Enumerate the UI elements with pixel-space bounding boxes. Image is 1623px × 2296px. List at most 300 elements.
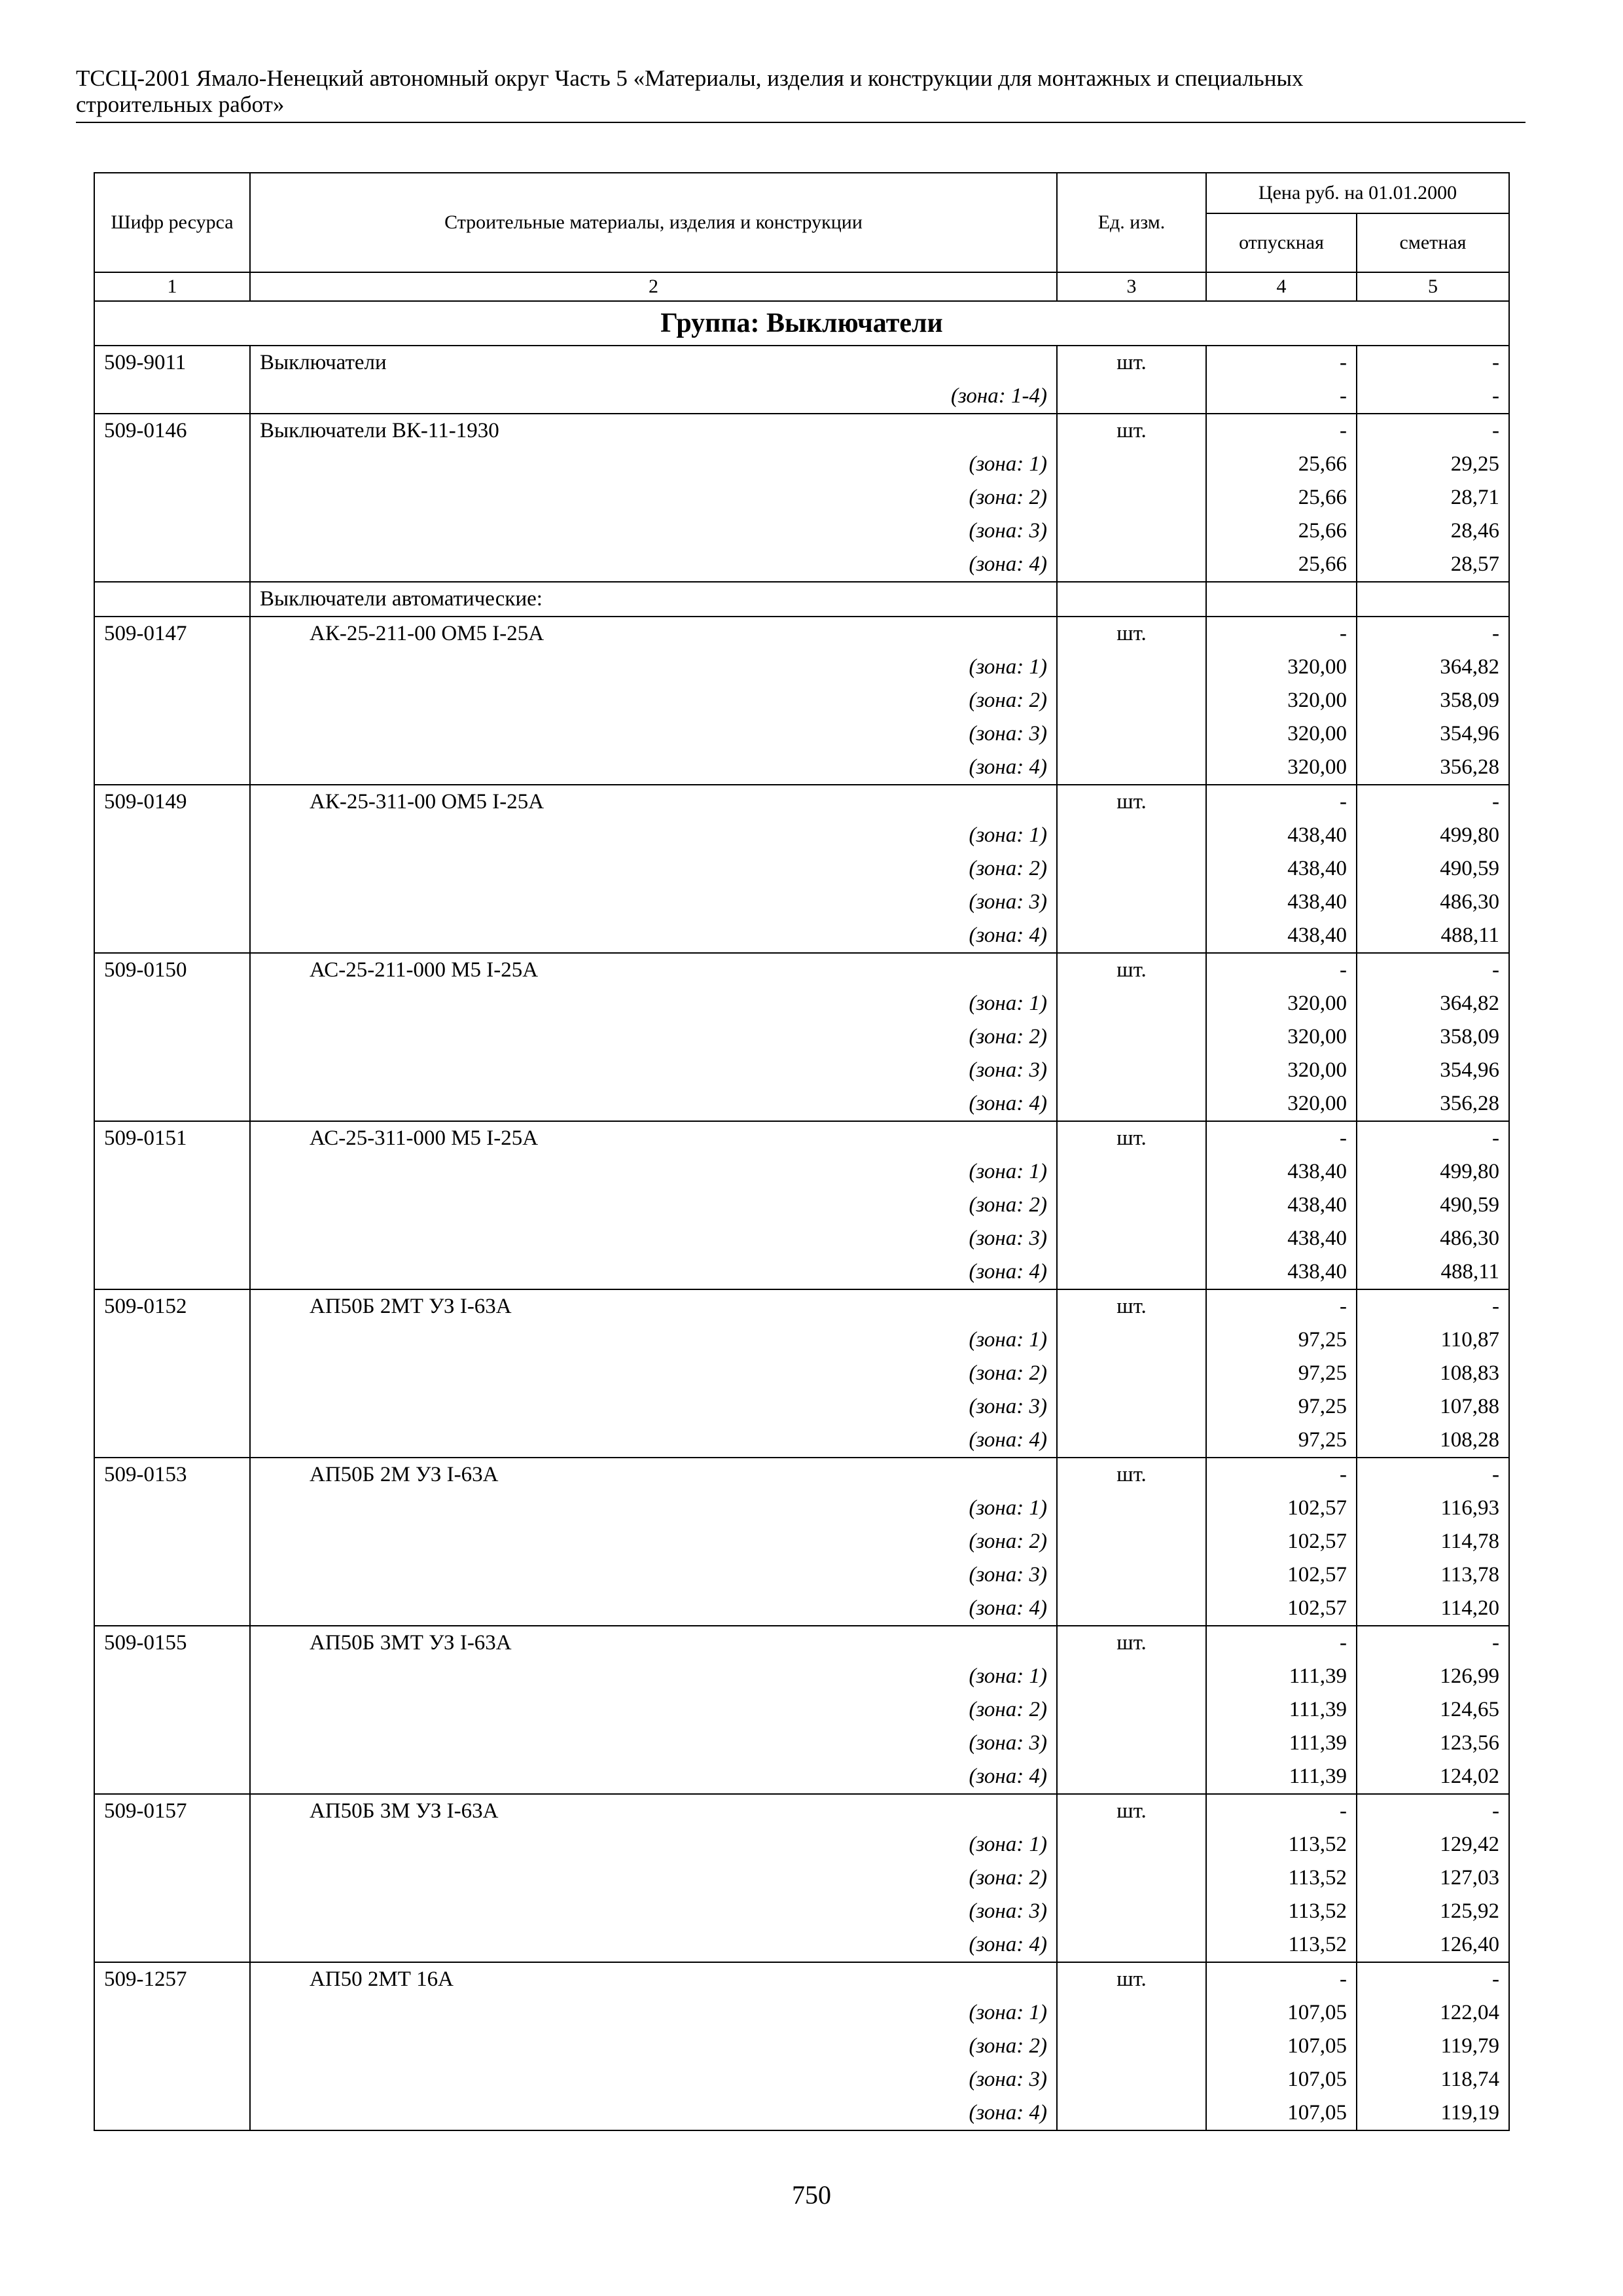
zone-row [94,651,1509,684]
release-price: - [1206,617,1357,651]
resource-code-empty [94,1928,250,1962]
resource-code-empty [94,651,250,684]
header-title-line-2: строительных работ» [76,92,285,117]
estimate-price: 488,11 [1357,1255,1509,1289]
item-row [94,617,1509,651]
resource-code: 509-0155 [94,1626,250,1660]
unit-cell-empty [1057,852,1206,886]
estimate-price: 119,79 [1357,2030,1509,2063]
estimate-price: 118,74 [1357,2063,1509,2096]
zone-label: (зона: 3) [250,1390,1057,1424]
unit-cell-empty [1057,1525,1206,1558]
estimate-price: 28,71 [1357,481,1509,514]
unit-cell-empty [1057,1592,1206,1626]
estimate-price: 29,25 [1357,448,1509,481]
release-price: - [1206,1289,1357,1323]
release-price: 320,00 [1206,651,1357,684]
unit-cell-empty [1057,514,1206,548]
resource-code-empty [94,1087,250,1121]
zone-label: (зона: 2) [250,1020,1057,1054]
release-price: 438,40 [1206,1155,1357,1189]
estimate-price: - [1357,1121,1509,1155]
zone-label: (зона: 2) [250,1861,1057,1895]
resource-code-empty [94,448,250,481]
resource-code-empty [94,886,250,919]
resource-code-empty [94,1222,250,1255]
release-price: 113,52 [1206,1928,1357,1962]
release-price: - [1206,380,1357,414]
estimate-price: 499,80 [1357,819,1509,852]
zone-row [94,548,1509,582]
header-title-line-1: ТССЦ-2001 Ямало-Ненецкий автономный округ Часть 5 «Материалы, изделия и конструкции для монтажных и специальных [76,65,1304,91]
resource-code-empty [94,1492,250,1525]
unit-cell-empty [1057,1861,1206,1895]
release-price: 107,05 [1206,2063,1357,2096]
estimate-price: - [1357,1458,1509,1492]
unit-cell-empty [1057,1828,1206,1861]
release-price: 102,57 [1206,1525,1357,1558]
zone-label: (зона: 4) [250,1760,1057,1794]
zone-label: (зона: 2) [250,2030,1057,2063]
unit-cell: шт. [1057,953,1206,987]
resource-code: 509-0147 [94,617,250,651]
estimate-price: - [1357,346,1509,380]
zone-label: (зона: 1) [250,651,1057,684]
zone-row [94,1054,1509,1087]
estimate-price: 108,83 [1357,1357,1509,1390]
page-number: 750 [792,2180,831,2210]
zone-row [94,1155,1509,1189]
zone-row [94,1424,1509,1458]
material-name: АС-25-211-000 М5 I-25А [250,953,1057,987]
column-header-unit: Ед. изм. [1057,173,1206,272]
release-price: 320,00 [1206,1087,1357,1121]
resource-code-empty [94,1357,250,1390]
material-name: АК-25-311-00 ОМ5 I-25А [250,785,1057,819]
zone-label: (зона: 3) [250,1222,1057,1255]
zone-label: (зона: 3) [250,514,1057,548]
zone-label: (зона: 2) [250,1525,1057,1558]
release-price: 438,40 [1206,1189,1357,1222]
material-name: АП50Б 2М УЗ I-63А [250,1458,1057,1492]
item-row [94,414,1509,448]
zone-row [94,1189,1509,1222]
resource-code-empty [94,1996,250,2030]
unit-cell-empty [1057,1390,1206,1424]
unit-cell-empty [1057,582,1206,617]
resource-code-empty [94,1760,250,1794]
release-price: 25,66 [1206,548,1357,582]
zone-row [94,2063,1509,2096]
unit-cell-empty [1057,380,1206,414]
resource-code-empty [94,1693,250,1727]
zone-label: (зона: 2) [250,1189,1057,1222]
resource-code-empty [94,1255,250,1289]
estimate-price: 488,11 [1357,919,1509,953]
zone-label: (зона: 1-4) [250,380,1057,414]
material-name: АП50Б 3МТ УЗ I-63А [250,1626,1057,1660]
unit-cell-empty [1057,1492,1206,1525]
unit-cell-empty [1057,1189,1206,1222]
resource-code: 509-0152 [94,1289,250,1323]
zone-label: (зона: 1) [250,1996,1057,2030]
release-price: 111,39 [1206,1660,1357,1693]
resource-code: 509-0151 [94,1121,250,1155]
unit-cell: шт. [1057,1458,1206,1492]
release-price: 113,52 [1206,1828,1357,1861]
zone-label: (зона: 4) [250,1592,1057,1626]
unit-cell-empty [1057,751,1206,785]
unit-cell: шт. [1057,1962,1206,1996]
zone-label: (зона: 2) [250,852,1057,886]
zone-label: (зона: 4) [250,1255,1057,1289]
resource-code-empty [94,1660,250,1693]
unit-cell-empty [1057,2096,1206,2130]
resource-code-empty [94,1054,250,1087]
zone-row [94,1357,1509,1390]
estimate-price: 28,46 [1357,514,1509,548]
column-number-1: 1 [94,272,250,301]
zone-row [94,380,1509,414]
release-price: 97,25 [1206,1390,1357,1424]
resource-code-empty [94,548,250,582]
resource-code-empty [94,380,250,414]
zone-row [94,1996,1509,2030]
release-price: 25,66 [1206,514,1357,548]
estimate-price: 486,30 [1357,886,1509,919]
release-price: 111,39 [1206,1727,1357,1760]
unit-cell-empty [1057,1928,1206,1962]
material-name: АП50 2МТ 16А [250,1962,1057,1996]
zone-label: (зона: 3) [250,717,1057,751]
resource-code-empty [94,514,250,548]
release-price: 320,00 [1206,684,1357,717]
estimate-price: 129,42 [1357,1828,1509,1861]
unit-cell-empty [1057,1020,1206,1054]
unit-cell-empty [1057,2063,1206,2096]
column-number-3: 3 [1057,272,1206,301]
zone-row [94,1390,1509,1424]
estimate-price: 126,40 [1357,1928,1509,1962]
unit-cell-empty [1057,1424,1206,1458]
zone-row [94,1222,1509,1255]
resource-code-empty [94,2096,250,2130]
item-row [94,953,1509,987]
resource-code-empty [94,1155,250,1189]
release-price-empty [1206,582,1357,617]
zone-row [94,1087,1509,1121]
zone-label: (зона: 2) [250,1693,1057,1727]
release-price: 107,05 [1206,1996,1357,2030]
zone-row [94,919,1509,953]
zone-row [94,1861,1509,1895]
item-row [94,785,1509,819]
estimate-price: 125,92 [1357,1895,1509,1928]
resource-code-empty [94,1323,250,1357]
release-price: 107,05 [1206,2030,1357,2063]
release-price: 97,25 [1206,1357,1357,1390]
resource-code-empty [94,2030,250,2063]
zone-label: (зона: 3) [250,886,1057,919]
estimate-price: - [1357,1962,1509,1996]
estimate-price: 490,59 [1357,852,1509,886]
release-price: 113,52 [1206,1895,1357,1928]
resource-code-empty [94,1189,250,1222]
resource-code-empty [94,1861,250,1895]
resource-code-empty [94,819,250,852]
unit-cell-empty [1057,1357,1206,1390]
estimate-price: - [1357,1289,1509,1323]
estimate-price: 114,20 [1357,1592,1509,1626]
release-price: - [1206,414,1357,448]
estimate-price: 358,09 [1357,684,1509,717]
unit-cell: шт. [1057,346,1206,380]
zone-row [94,2096,1509,2130]
unit-cell-empty [1057,1996,1206,2030]
resource-code-empty [94,2063,250,2096]
release-price: 102,57 [1206,1492,1357,1525]
zone-row [94,1323,1509,1357]
release-price: - [1206,785,1357,819]
release-price: - [1206,1626,1357,1660]
estimate-price: - [1357,414,1509,448]
item-row [94,1794,1509,1828]
column-number-4: 4 [1206,272,1357,301]
estimate-price: - [1357,1626,1509,1660]
release-price: - [1206,1962,1357,1996]
unit-cell: шт. [1057,414,1206,448]
resource-code-empty [94,1558,250,1592]
release-price: 102,57 [1206,1558,1357,1592]
release-price: 97,25 [1206,1323,1357,1357]
release-price: 25,66 [1206,481,1357,514]
zone-row [94,481,1509,514]
estimate-price: 124,65 [1357,1693,1509,1727]
zone-row [94,1525,1509,1558]
release-price: 320,00 [1206,1054,1357,1087]
zone-label: (зона: 1) [250,1492,1057,1525]
zone-label: (зона: 1) [250,987,1057,1020]
resource-code-empty [94,852,250,886]
estimate-price: 119,19 [1357,2096,1509,2130]
estimate-price: - [1357,953,1509,987]
resource-code-empty [94,481,250,514]
zone-row [94,886,1509,919]
release-price: 107,05 [1206,2096,1357,2130]
zone-row [94,1492,1509,1525]
unit-cell-empty [1057,651,1206,684]
column-number-2: 2 [250,272,1057,301]
unit-cell-empty [1057,919,1206,953]
zone-label: (зона: 3) [250,1054,1057,1087]
unit-cell-empty [1057,684,1206,717]
item-row [94,1458,1509,1492]
estimate-price-empty [1357,582,1509,617]
resource-code: 509-1257 [94,1962,250,1996]
unit-cell-empty [1057,548,1206,582]
zone-row [94,852,1509,886]
item-row [94,1626,1509,1660]
zone-row [94,1928,1509,1962]
zone-label: (зона: 4) [250,1424,1057,1458]
column-header-estimate: сметная [1357,213,1509,272]
estimate-price: 107,88 [1357,1390,1509,1424]
unit-cell: шт. [1057,1794,1206,1828]
release-price: - [1206,953,1357,987]
estimate-price: 110,87 [1357,1323,1509,1357]
unit-cell-empty [1057,1727,1206,1760]
estimate-price: 356,28 [1357,1087,1509,1121]
table-header [94,173,1509,301]
resource-code-empty [94,1895,250,1928]
estimate-price: 127,03 [1357,1861,1509,1895]
estimate-price: 126,99 [1357,1660,1509,1693]
zone-row [94,1558,1509,1592]
resource-code-empty [94,1424,250,1458]
release-price: 102,57 [1206,1592,1357,1626]
zone-label: (зона: 2) [250,481,1057,514]
unit-cell: шт. [1057,1121,1206,1155]
release-price: 111,39 [1206,1760,1357,1794]
estimate-price: 490,59 [1357,1189,1509,1222]
resource-code-empty [94,684,250,717]
release-price: 438,40 [1206,819,1357,852]
resource-code-empty [94,1828,250,1861]
unit-cell: шт. [1057,785,1206,819]
column-header-release: отпускная [1206,213,1357,272]
estimate-price: 354,96 [1357,1054,1509,1087]
material-name: АС-25-311-000 М5 I-25А [250,1121,1057,1155]
estimate-price: - [1357,785,1509,819]
zone-row [94,2030,1509,2063]
release-price: - [1206,1794,1357,1828]
estimate-price: 116,93 [1357,1492,1509,1525]
release-price: 438,40 [1206,886,1357,919]
column-header-code: Шифр ресурса [94,173,250,272]
estimate-price: 486,30 [1357,1222,1509,1255]
item-row [94,1289,1509,1323]
zone-label: (зона: 1) [250,1660,1057,1693]
estimate-price: 364,82 [1357,651,1509,684]
zone-row [94,987,1509,1020]
zone-label: (зона: 2) [250,684,1057,717]
zone-label: (зона: 1) [250,1155,1057,1189]
resource-code-empty [94,987,250,1020]
unit-cell-empty [1057,1087,1206,1121]
release-price: 438,40 [1206,852,1357,886]
unit-cell: шт. [1057,617,1206,651]
zone-row [94,1693,1509,1727]
estimate-price: 122,04 [1357,1996,1509,2030]
zone-row [94,1020,1509,1054]
release-price: 320,00 [1206,751,1357,785]
material-name: Выключатели [250,346,1057,380]
item-row [94,1962,1509,1996]
unit-cell-empty [1057,1155,1206,1189]
zone-label: (зона: 3) [250,1727,1057,1760]
release-price: - [1206,1458,1357,1492]
estimate-price: 114,78 [1357,1525,1509,1558]
release-price: 97,25 [1206,1424,1357,1458]
unit-cell-empty [1057,2030,1206,2063]
column-header-price-group: Цена руб. на 01.01.2000 [1206,173,1509,213]
unit-cell-empty [1057,886,1206,919]
estimate-price: 28,57 [1357,548,1509,582]
estimate-price: 354,96 [1357,717,1509,751]
release-price: 438,40 [1206,1222,1357,1255]
zone-label: (зона: 1) [250,1828,1057,1861]
resource-code: 509-9011 [94,346,250,380]
estimate-price: 108,28 [1357,1424,1509,1458]
resource-code: 509-0153 [94,1458,250,1492]
subheader-row [94,582,1509,617]
zone-row [94,514,1509,548]
unit-cell-empty [1057,717,1206,751]
estimate-price: 113,78 [1357,1558,1509,1592]
estimate-price: 356,28 [1357,751,1509,785]
zone-label: (зона: 1) [250,819,1057,852]
resource-code-empty [94,751,250,785]
unit-cell-empty [1057,1222,1206,1255]
table-body [94,301,1509,2130]
zone-row [94,1760,1509,1794]
price-table [94,172,1510,2131]
item-row [94,1121,1509,1155]
zone-label: (зона: 3) [250,1895,1057,1928]
zone-row [94,1592,1509,1626]
zone-row [94,1895,1509,1928]
unit-cell-empty [1057,1323,1206,1357]
unit-cell-empty [1057,1255,1206,1289]
release-price: - [1206,1121,1357,1155]
zone-row [94,1828,1509,1861]
estimate-price: - [1357,617,1509,651]
resource-code: 509-0146 [94,414,250,448]
zone-row [94,751,1509,785]
release-price: 113,52 [1206,1861,1357,1895]
estimate-price: - [1357,380,1509,414]
release-price: 438,40 [1206,919,1357,953]
resource-code-empty [94,919,250,953]
unit-cell-empty [1057,1895,1206,1928]
resource-code-empty [94,582,250,617]
release-price: 111,39 [1206,1693,1357,1727]
estimate-price: 358,09 [1357,1020,1509,1054]
material-name: АП50Б 3М УЗ I-63А [250,1794,1057,1828]
zone-row [94,1727,1509,1760]
unit-cell: шт. [1057,1626,1206,1660]
release-price: 320,00 [1206,717,1357,751]
subheader-label: Выключатели автоматические: [250,582,1057,617]
resource-code: 509-0149 [94,785,250,819]
release-price: 25,66 [1206,448,1357,481]
resource-code-empty [94,717,250,751]
group-row [94,301,1509,346]
resource-code-empty [94,1525,250,1558]
estimate-price: 123,56 [1357,1727,1509,1760]
zone-label: (зона: 1) [250,448,1057,481]
resource-code-empty [94,1020,250,1054]
zone-label: (зона: 3) [250,1558,1057,1592]
release-price: 320,00 [1206,987,1357,1020]
estimate-price: 499,80 [1357,1155,1509,1189]
zone-label: (зона: 4) [250,919,1057,953]
column-header-name: Строительные материалы, изделия и конструкции [250,173,1057,272]
zone-label: (зона: 4) [250,1087,1057,1121]
resource-code: 509-0150 [94,953,250,987]
unit-cell: шт. [1057,1289,1206,1323]
material-name: АП50Б 2МТ УЗ I-63А [250,1289,1057,1323]
